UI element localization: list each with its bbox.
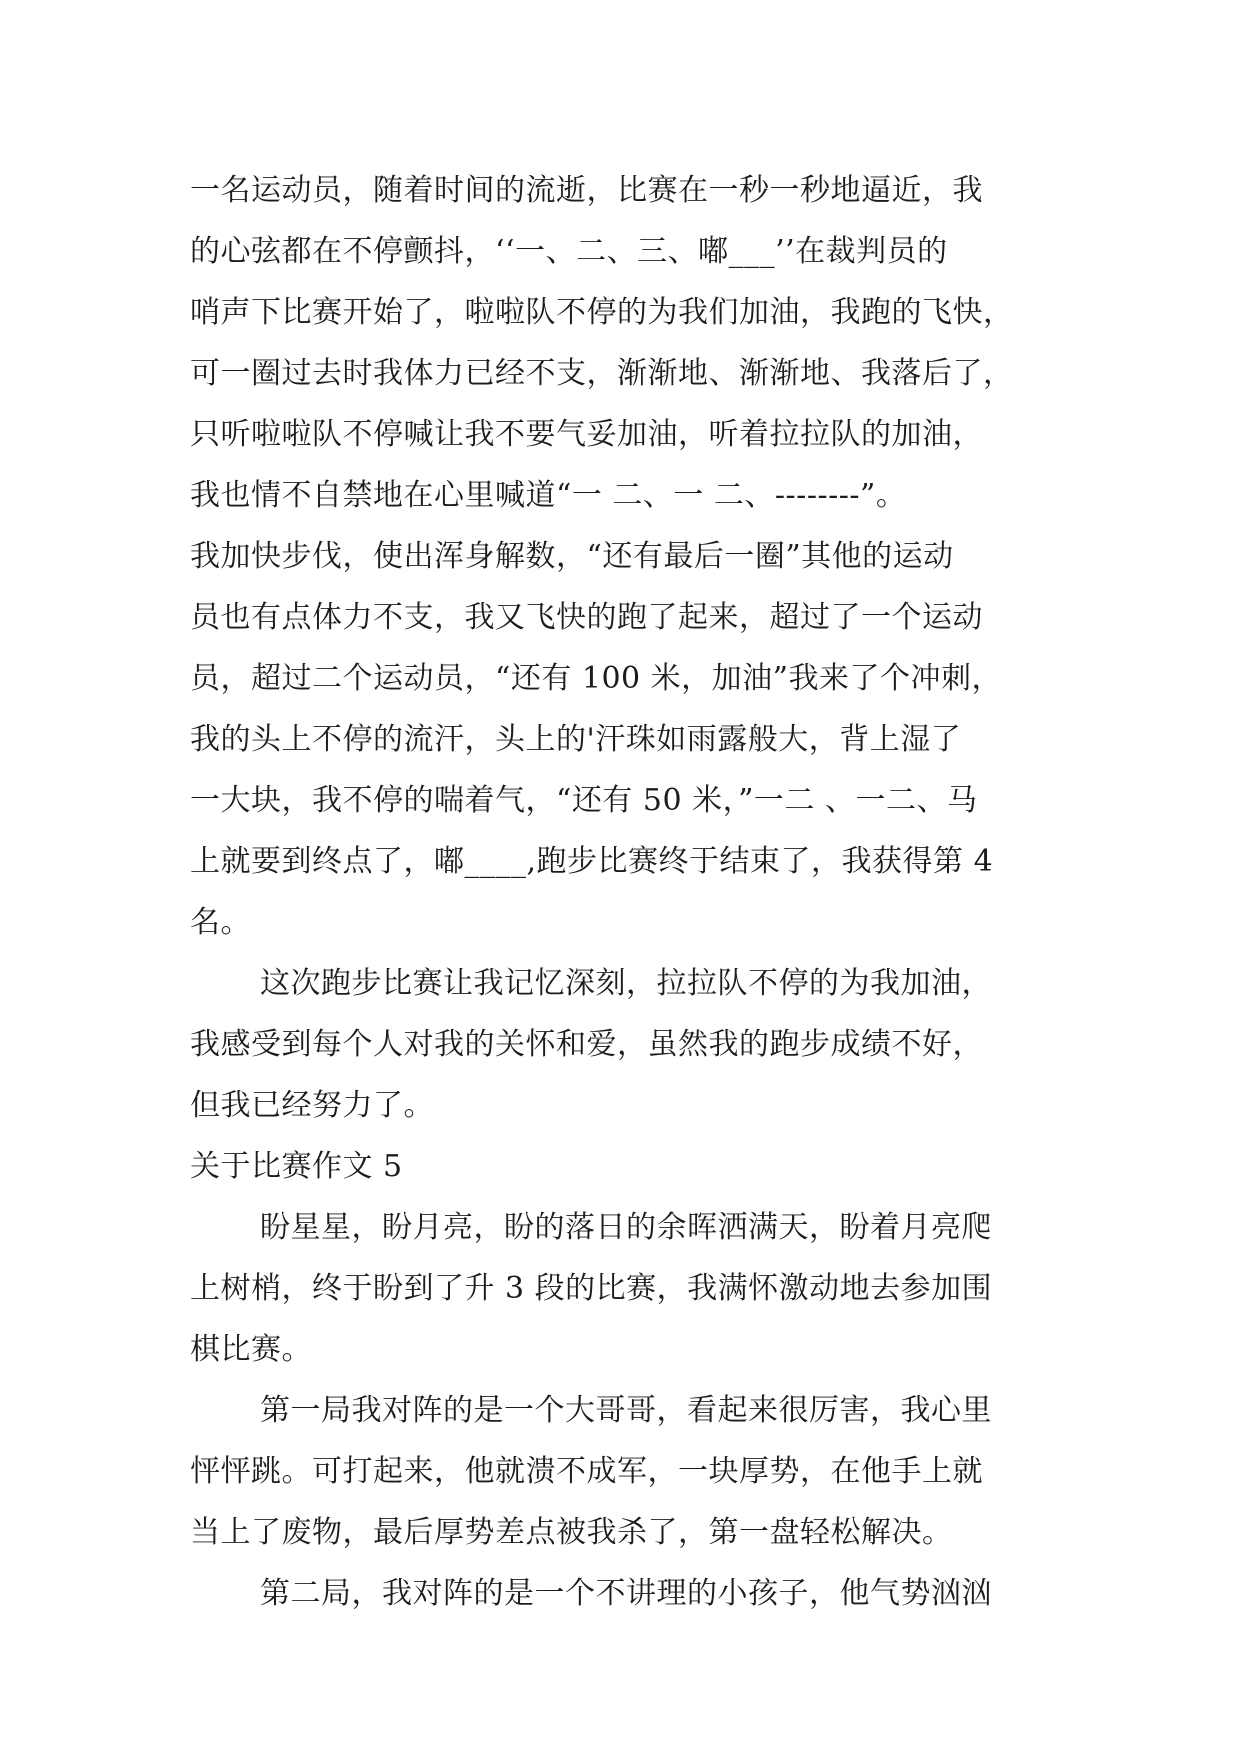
- text-line: 第一局我对阵的是一个大哥哥，看起来很厉害，我心里: [260, 1393, 992, 1428]
- text-line: 第二局，我对阵的是一个不讲理的小孩子，他气势汹汹: [260, 1576, 992, 1611]
- text-line: 上树梢，终于盼到了升 3 段的比赛，我满怀激动地去参加围: [190, 1271, 993, 1306]
- text-line: 可一圈过去时我体力已经不支，渐渐地、渐渐地、我落后了，: [190, 356, 1014, 391]
- text-line: 这次跑步比赛让我记忆深刻，拉拉队不停的为我加油，: [260, 966, 992, 1001]
- text-line: 名。: [190, 905, 251, 940]
- text-line: 员，超过二个运动员，“还有 100 米，加油”我来了个冲刺，: [190, 661, 1003, 696]
- text-line: 的心弦都在不停颤抖，‘‘一、二、三、嘟___’’在裁判员的: [190, 234, 948, 269]
- text-line: 盼星星，盼月亮，盼的落日的余晖洒满天，盼着月亮爬: [260, 1210, 992, 1245]
- text-line: 我感受到每个人对我的关怀和爱，虽然我的跑步成绩不好，: [190, 1027, 983, 1062]
- text-line: 但我已经努力了。: [190, 1088, 434, 1123]
- text-line: 只听啦啦队不停喊让我不要气妥加油，听着拉拉队的加油，: [190, 417, 983, 452]
- text-line: 员也有点体力不支，我又飞快的跑了起来，超过了一个运动: [190, 600, 983, 635]
- text-line: 我加快步伐，使出浑身解数，“还有最后一圈”其他的运动: [190, 539, 954, 574]
- text-line: 怦怦跳。可打起来，他就溃不成军，一块厚势，在他手上就: [190, 1454, 983, 1489]
- paragraph-2: [190, 953, 1070, 1136]
- text-line: 我也情不自禁地在心里喊道“一 二、一 二、--------”。: [190, 478, 907, 513]
- text-line: 棋比赛。: [190, 1332, 312, 1367]
- section-heading: 关于比赛作文 5: [190, 1149, 403, 1184]
- text-line: 哨声下比赛开始了，啦啦队不停的为我们加油，我跑的飞快，: [190, 295, 1014, 330]
- paragraph-5: [190, 1563, 1070, 1624]
- paragraph-3: [190, 1197, 1070, 1380]
- text-line: 一名运动员，随着时间的流逝，比赛在一秒一秒地逼近，我: [190, 173, 983, 208]
- text-line: 上就要到终点了，嘟____,跑步比赛终于结束了，我获得第 4: [190, 844, 994, 879]
- document-body: [190, 160, 1070, 1624]
- text-line: 当上了废物，最后厚势差点被我杀了，第一盘轻松解决。: [190, 1515, 953, 1550]
- paragraph-4: [190, 1380, 1070, 1563]
- paragraph-1: [190, 160, 1070, 953]
- text-line: 一大块，我不停的喘着气，“还有 50 米，”一二 、一二、马: [190, 783, 978, 818]
- text-line: 我的头上不停的流汗，头上的'汗珠如雨露般大，背上湿了: [190, 722, 962, 757]
